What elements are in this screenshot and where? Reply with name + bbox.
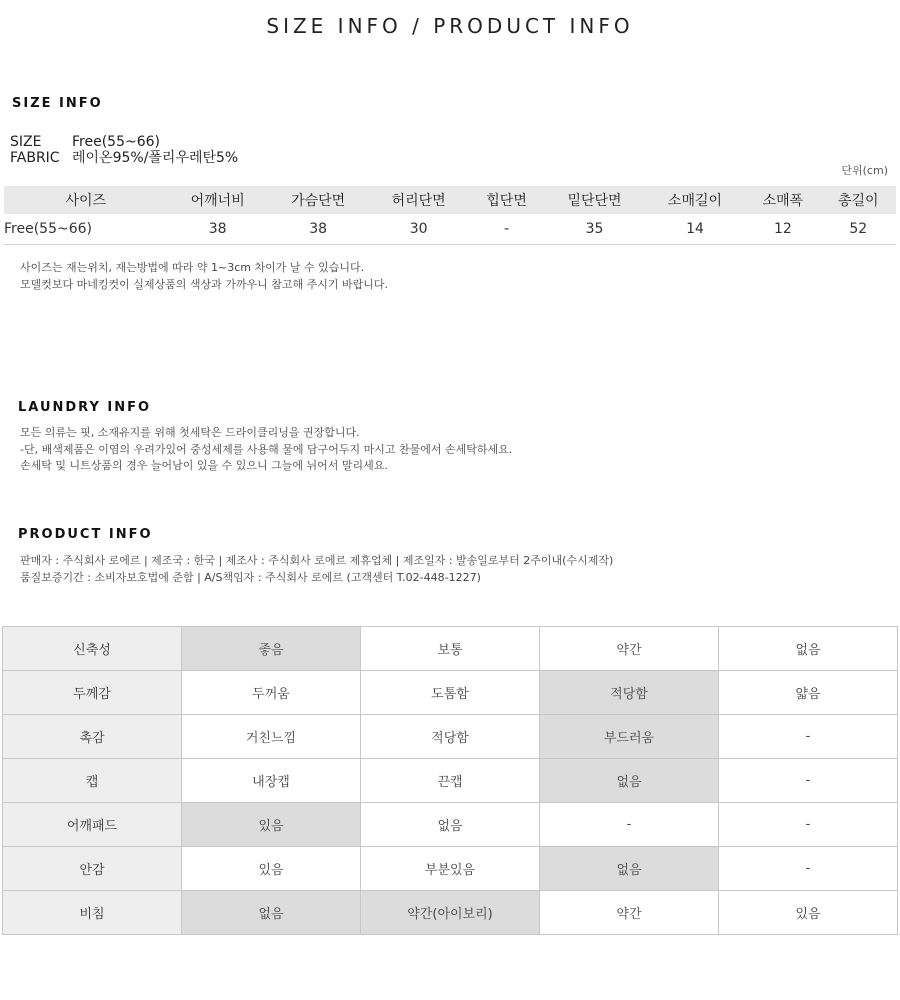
fabric-spec	[10, 150, 238, 166]
fabric-category-cell: 캡	[3, 759, 182, 803]
table-row	[4, 214, 896, 245]
table-row	[3, 847, 898, 891]
fabric-option-cell: -	[719, 847, 898, 891]
size-table-header: 총길이	[821, 186, 896, 214]
size-table-header: 어깨너비	[167, 186, 267, 214]
product-line: 판매자 : 주식회사 로에르 | 제조국 : 한국 | 제조사 : 주식회사 로에르 제휴업체 | 제조일자 : 발송일로부터 2주이내(수시제작)	[20, 554, 614, 567]
fabric-option-cell: 약간	[540, 627, 719, 671]
fabric-option-cell: 보통	[361, 627, 540, 671]
fabric-option-cell-selected: 적당함	[540, 671, 719, 715]
size-table-header: 사이즈	[4, 186, 167, 214]
fabric-option-cell: -	[719, 759, 898, 803]
fabric-option-cell: 적당함	[361, 715, 540, 759]
laundry-line: 모든 의류는 핏, 소재유지를 위해 첫세탁은 드라이클리닝을 권장합니다.	[20, 426, 360, 439]
fabric-option-cell: 없음	[361, 803, 540, 847]
product-line: 품질보증기간 : 소비자보호법에 준함 | A/S책임자 : 주식회사 로에르 (고객센터 T.02-448-1227)	[20, 570, 481, 584]
size-table-header: 허리단면	[368, 186, 468, 214]
size-table-cell: 38	[268, 214, 368, 245]
fabric-option-cell-selected: 약간(아이보리)	[361, 891, 540, 935]
fabric-option-cell: 두꺼움	[182, 671, 361, 715]
size-label: SIZE	[10, 134, 42, 150]
size-table-cell: 30	[368, 214, 468, 245]
fabric-option-cell-selected: 부드러움	[540, 715, 719, 759]
fabric-category-cell: 촉감	[3, 715, 182, 759]
fabric-option-cell: 얇음	[719, 671, 898, 715]
fabric-category-cell: 안감	[3, 847, 182, 891]
fabric-option-cell: 있음	[182, 847, 361, 891]
size-table-header: 밑단단면	[544, 186, 644, 214]
size-table-header: 소매폭	[745, 186, 820, 214]
fabric-option-cell-selected: 있음	[182, 803, 361, 847]
size-table-cell: Free(55~66)	[4, 214, 167, 245]
fabric-option-cell: -	[719, 803, 898, 847]
size-table-cell: 14	[645, 214, 745, 245]
size-notes	[20, 260, 388, 293]
fabric-option-cell: 약간	[540, 891, 719, 935]
size-note-line: 사이즈는 재는위치, 재는방법에 따라 약 1~3cm 차이가 날 수 있습니다.	[20, 261, 365, 274]
size-table-cell: 38	[167, 214, 267, 245]
fabric-option-cell-selected: 없음	[540, 759, 719, 803]
laundry-notes	[20, 425, 512, 475]
laundry-line: 손세탁 및 니트상품의 경우 늘어남이 있을 수 있으니 그늘에 뉘어서 말리세요.	[20, 459, 388, 472]
product-info-heading: PRODUCT INFO	[18, 527, 153, 542]
size-table-header: 소매길이	[645, 186, 745, 214]
table-row	[3, 715, 898, 759]
fabric-option-cell-selected: 좋음	[182, 627, 361, 671]
table-row	[3, 671, 898, 715]
size-value: Free(55~66)	[72, 134, 160, 150]
laundry-info-heading: LAUNDRY INFO	[18, 400, 152, 415]
size-table-cell: 12	[745, 214, 820, 245]
fabric-option-cell: 거친느낌	[182, 715, 361, 759]
fabric-category-cell: 두께감	[3, 671, 182, 715]
page-title: SIZE INFO / PRODUCT INFO	[266, 14, 634, 38]
table-row	[3, 803, 898, 847]
size-info-heading: SIZE INFO	[12, 96, 103, 111]
fabric-option-cell: 부분있음	[361, 847, 540, 891]
fabric-option-cell: 내장캡	[182, 759, 361, 803]
fabric-option-cell: 없음	[719, 627, 898, 671]
fabric-option-cell: -	[719, 715, 898, 759]
size-note-line: 모델컷보다 마네킹컷이 실제상품의 색상과 가까우니 참고해 주시기 바랍니다.	[20, 277, 389, 291]
laundry-line: -단, 배색제품은 이염의 우려가있어 중성세제를 사용해 물에 담구어두지 마시고 찬물에서 손세탁하세요.	[20, 442, 513, 456]
fabric-option-cell: 끈캡	[361, 759, 540, 803]
fabric-option-cell-selected: 없음	[540, 847, 719, 891]
fabric-category-cell: 비침	[3, 891, 182, 935]
fabric-option-cell: 도톰함	[361, 671, 540, 715]
fabric-label: FABRIC	[10, 150, 60, 166]
size-table-header: 가슴단면	[268, 186, 368, 214]
size-table-header: 힙단면	[469, 186, 544, 214]
table-row	[3, 627, 898, 671]
fabric-category-cell: 신축성	[3, 627, 182, 671]
fabric-option-cell-selected: 없음	[182, 891, 361, 935]
size-table-cell: -	[469, 214, 544, 245]
size-table-cell: 35	[544, 214, 644, 245]
fabric-option-cell: 있음	[719, 891, 898, 935]
size-table	[4, 186, 896, 245]
fabric-value: 레이온95%/폴리우레탄5%	[72, 150, 239, 166]
table-row	[3, 759, 898, 803]
table-row	[3, 891, 898, 935]
fabric-properties-table	[2, 626, 898, 935]
unit-note: 단위(cm)	[841, 164, 888, 177]
size-spec	[10, 134, 160, 150]
fabric-option-cell: -	[540, 803, 719, 847]
fabric-category-cell: 어깨패드	[3, 803, 182, 847]
product-notes	[20, 553, 613, 586]
size-table-cell: 52	[821, 214, 896, 245]
size-table-header-row	[4, 186, 896, 214]
